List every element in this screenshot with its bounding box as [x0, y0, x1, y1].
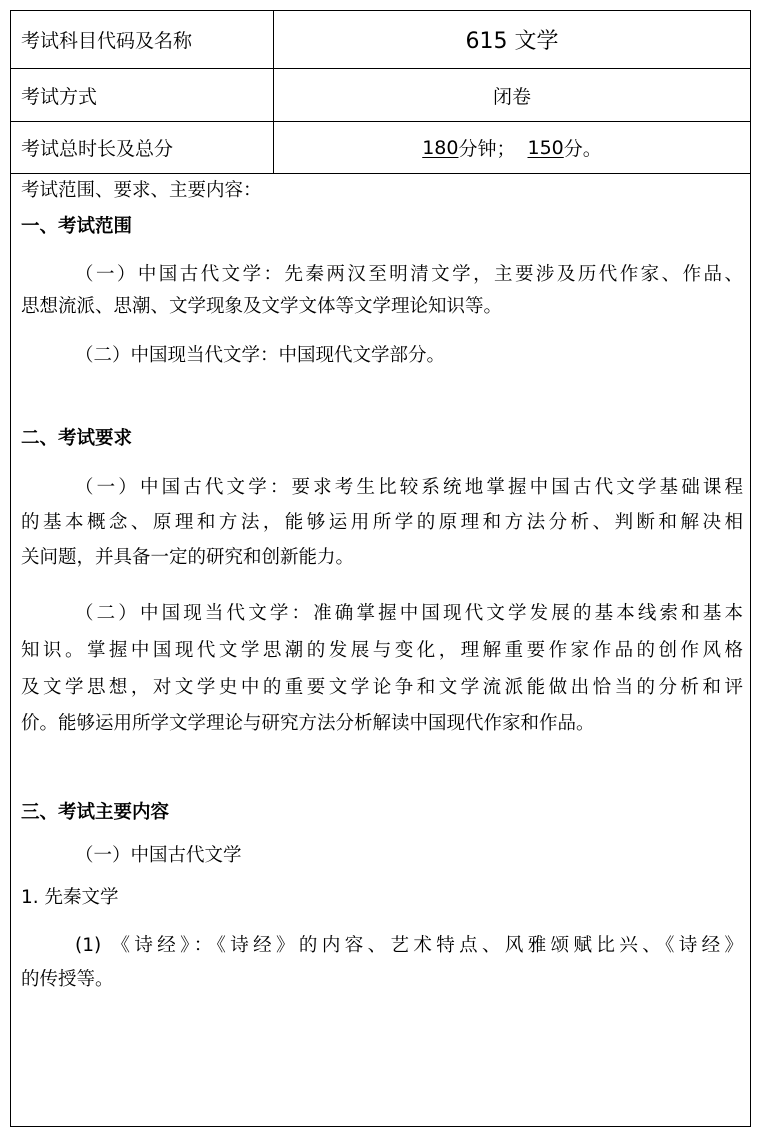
section-1-heading: 一、考试范围 — [21, 216, 133, 237]
section-3-sub-1: （一）中国古代文学 — [75, 845, 242, 866]
section-1-para-2: （二）中国现当代文学：中国现代文学部分。 — [75, 345, 446, 366]
section-3-item-1-1-line-1: (1) 《诗经》：《诗经》的内容、艺术特点、风雅颂赋比兴、《诗经》 — [75, 935, 743, 956]
table-row-duration-score — [11, 122, 750, 174]
duration-score-value — [274, 122, 750, 173]
duration-unit: 分钟； — [458, 138, 516, 160]
method-value: 闭卷 — [492, 85, 531, 108]
section-2-para-2-line-3: 及文学思想，对文学史中的重要文学论争和文学流派能做出恰当的分析和评 — [21, 677, 743, 698]
duration-value: 180 — [422, 136, 459, 159]
duration-score-label: 考试总时长及总分 — [11, 122, 274, 173]
section-2-para-2-line-1: （二）中国现当代文学：准确掌握中国现代文学发展的基本线索和基本 — [75, 603, 743, 624]
exam-syllabus-sheet — [10, 10, 751, 1127]
table-row-method — [11, 69, 750, 122]
score-unit: 分。 — [563, 138, 602, 160]
section-2-para-1-line-3: 关问题，并具备一定的研究和创新能力。 — [21, 547, 355, 568]
section-2-para-2-line-2: 知识。掌握中国现代文学思潮的发展与变化，理解重要作家作品的创作风格 — [21, 640, 743, 661]
section-3-item-1-1-line-2: 的传授等。 — [21, 969, 114, 990]
section-2-para-1-line-1: （一）中国古代文学：要求考生比较系统地掌握中国古代文学基础课程 — [75, 477, 743, 498]
section-2-heading: 二、考试要求 — [21, 428, 133, 449]
section-2-para-2-line-4: 价。能够运用所学文学理论与研究方法分析解读中国现代作家和作品。 — [21, 713, 595, 734]
score-value: 150 — [527, 136, 564, 159]
section-3-item-1: 1. 先秦文学 — [21, 887, 119, 908]
method-label: 考试方式 — [11, 69, 274, 121]
section-1-para-1-line-1: （一）中国古代文学：先秦两汉至明清文学，主要涉及历代作家、作品、 — [75, 264, 743, 285]
subject-label: 考试科目代码及名称 — [11, 11, 274, 68]
table-row-subject — [11, 11, 750, 69]
section-3-heading: 三、考试主要内容 — [21, 802, 170, 823]
section-1-para-1-line-2: 思想流派、思潮、文学现象及文学文体等文学理论知识等。 — [21, 296, 503, 317]
content-intro: 考试范围、要求、主要内容： — [21, 180, 262, 201]
section-2-para-1-line-2: 的基本概念、原理和方法，能够运用所学的原理和方法分析、判断和解决相 — [21, 512, 743, 533]
subject-value: 615 文学 — [465, 29, 559, 54]
